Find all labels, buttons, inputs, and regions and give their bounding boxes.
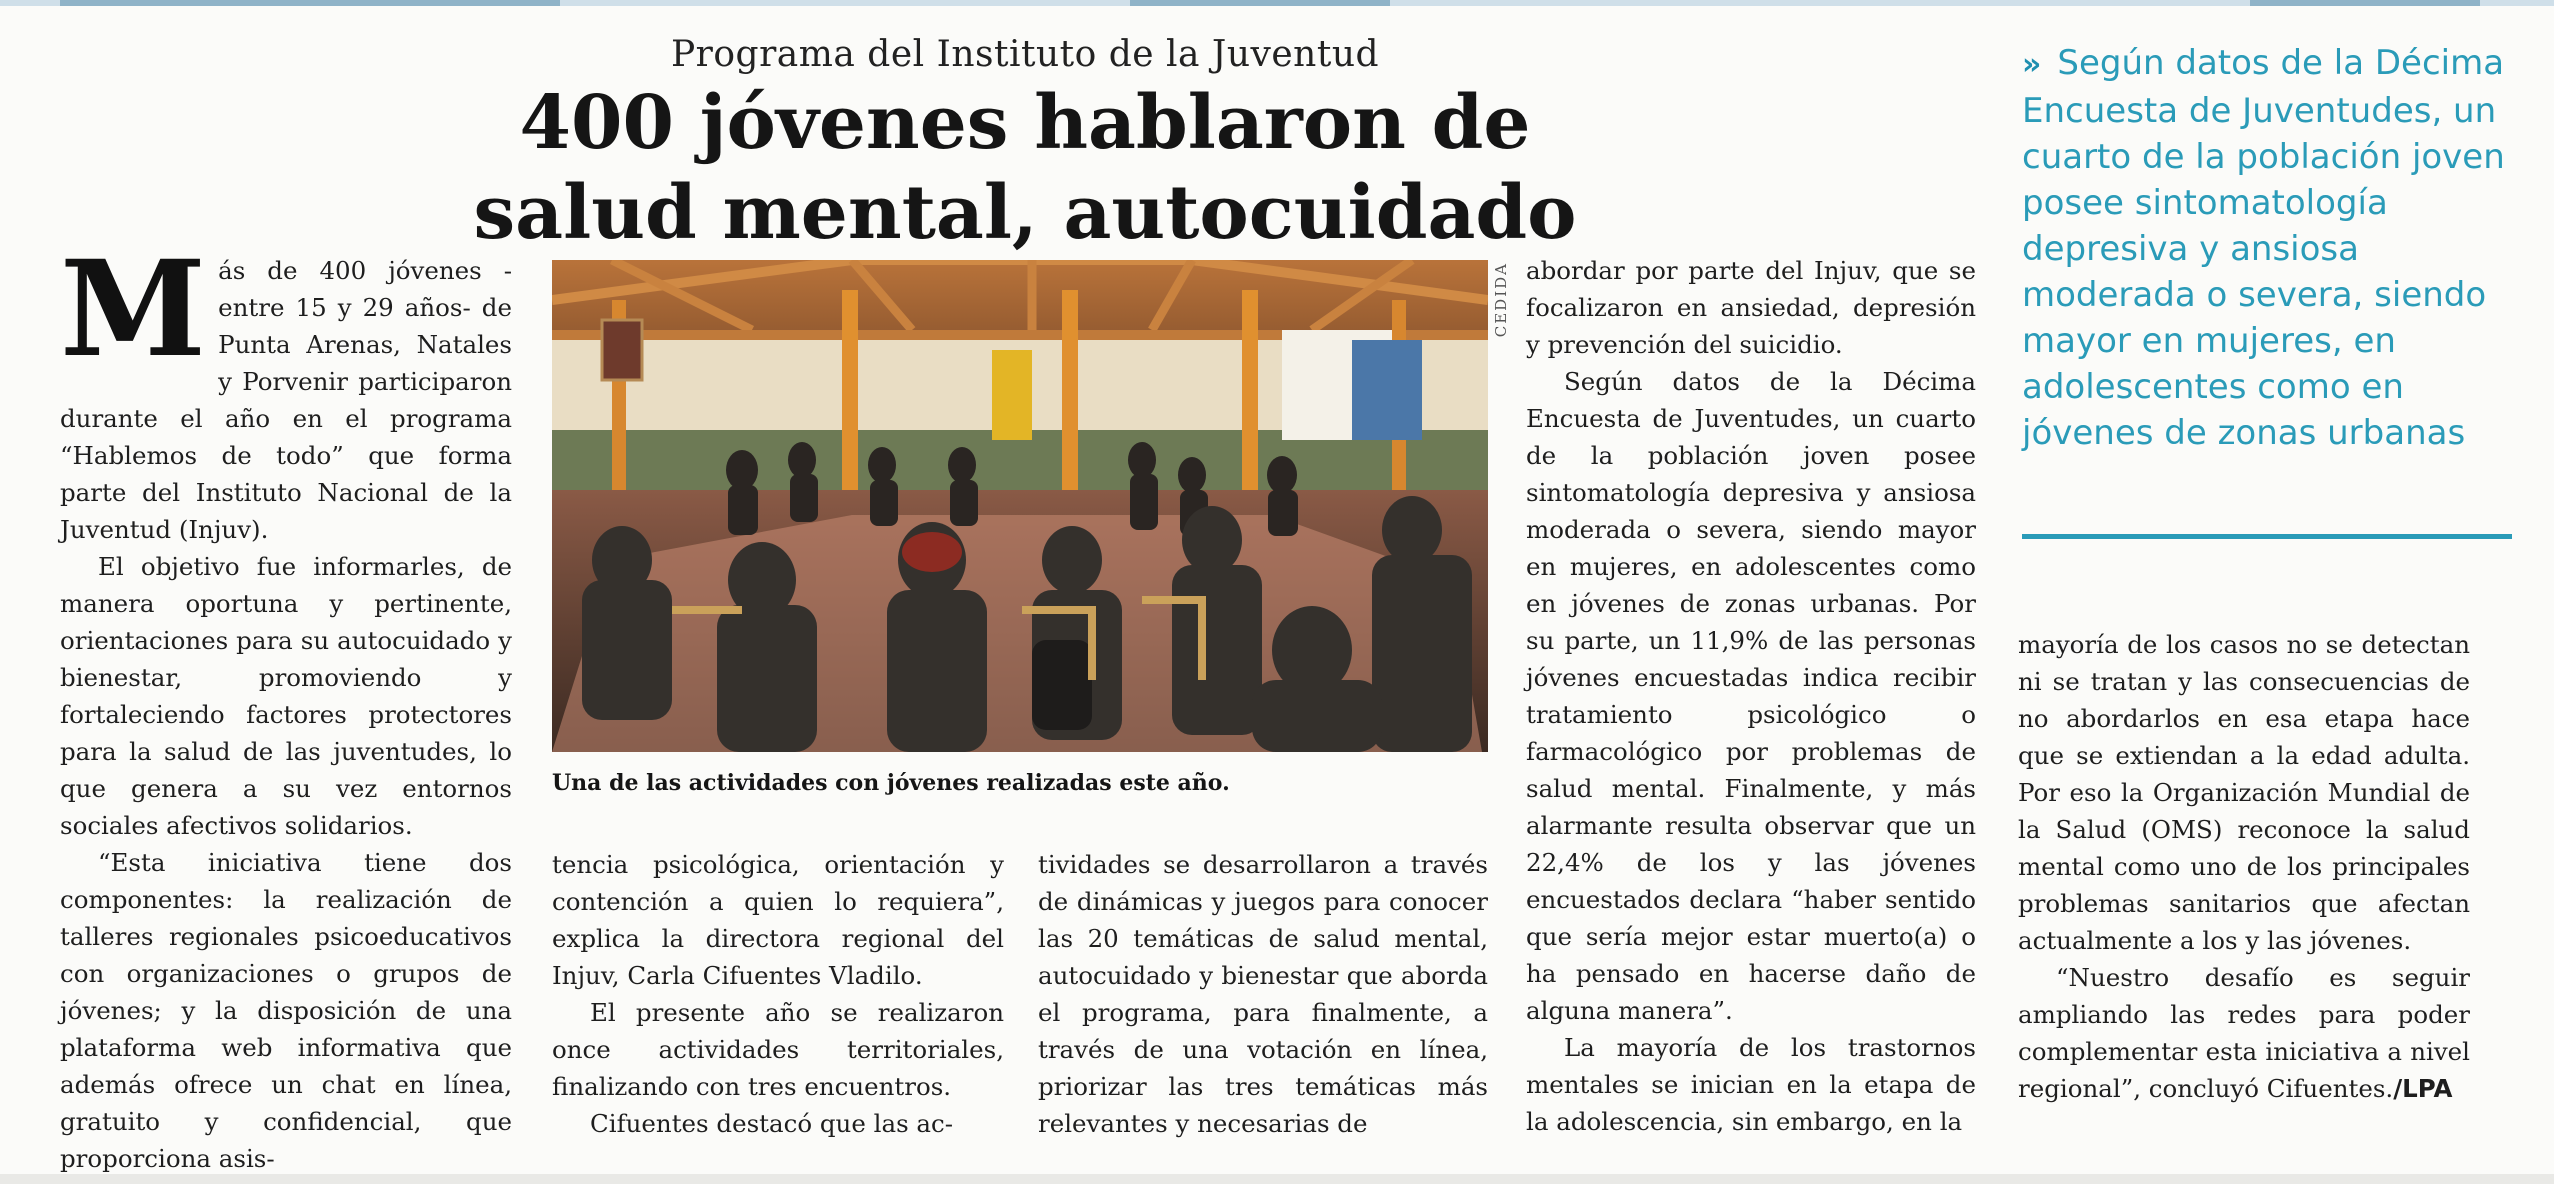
paragraph: [2018, 959, 2470, 1107]
photo-credit: CEDIDA: [1492, 262, 1510, 338]
paragraph-text: “Nuestro desafío es seguir ampliando las redes para poder complementar esta iniciativa a nivel regional”, concluyó Cifuentes.: [2018, 963, 2470, 1103]
article-kicker: Programa del Instituto de la Juventud: [670, 34, 1380, 75]
article-column-3: [1038, 846, 1488, 1142]
article-column-1: [60, 232, 512, 1177]
page-top-rule: [0, 0, 2554, 6]
paragraph: mayoría de los casos no se detectan ni se tratan y las consecuencias de no abordarlos en esa etapa hace que se extiendan a la edad adulta. Por eso la Organización Mundial de la Salud (OMS) reconoce la salud mental como uno de los principales problemas sanitarios que afectan actualmente a los y las jóvenes.: [2018, 630, 2470, 955]
paragraph-text: ás de 400 jóvenes -entre 15 y 29 años- de Punta Arenas, Natales y Porvenir participaron durante el año en el programa “Hablemos de todo” que forma parte del Instituto Nacional de la Juventud (Injuv).: [60, 256, 512, 544]
paragraph: abordar por parte del Injuv, que se focalizaron en ansiedad, depresión y prevención del suicidio.: [1526, 256, 1976, 359]
paragraph: “Esta iniciativa tiene dos componentes: la realización de talleres regionales psicoeducativos con organizaciones o grupos de jóvenes; y la disposición de una plataforma web informativa que además ofrece un chat en línea, gratuito y confidencial, que proporciona asis-: [60, 848, 512, 1173]
author-signature: /LPA: [2393, 1074, 2453, 1103]
paragraph: Según datos de la Décima Encuesta de Juventudes, un cuarto de la población joven posee sintomatología depresiva y ansiosa moderada o severa, siendo mayor en mujeres, en adolescentes como en jóvenes de zonas urbanas. Por su parte, un 11,9% de las personas jóvenes encuestadas indica recibir tratamiento psicológico o farmacológico por problemas de salud mental. Finalmente, y más alarmante resulta observar que un 22,4% de los y las jóvenes encuestados declara “haber sentido que sería mejor estar muerto(a) o ha pensado en hacerse daño de alguna manera”.: [1526, 367, 1976, 1025]
article-photo: [552, 260, 1488, 752]
article-column-2: [552, 846, 1004, 1142]
drop-cap: M: [60, 232, 207, 387]
top-rule-segment: [2250, 0, 2480, 6]
top-rule-segment: [60, 0, 560, 6]
paragraph: El objetivo fue informarles, de manera oportuna y pertinente, orientaciones para su autocuidado y bienestar, promoviendo y fortaleciendo factores protectores para la salud de las juventudes, lo que genera a su vez entornos sociales afectivos solidarios.: [60, 552, 512, 840]
photo-caption: Una de las actividades con jóvenes realizadas este año.: [552, 770, 1230, 796]
article-column-5: [2018, 626, 2470, 1107]
top-rule-segment: [1130, 0, 1390, 6]
pull-quote-text: Según datos de la Décima Encuesta de Juventudes, un cuarto de la población joven posee sintomatología depresiva y ansiosa moderada o severa, siendo mayor en mujeres, en adolescentes como en jóvenes de zonas urbanas: [2022, 43, 2505, 453]
article-headline: 400 jóvenes hablaron de salud mental, autocuidado: [473, 80, 1577, 256]
workshop-photo-illustration: [552, 260, 1488, 752]
article-column-4: [1526, 252, 1976, 1140]
paragraph: [60, 232, 512, 548]
double-chevron-icon: »: [2022, 47, 2042, 82]
paragraph: tividades se desarrollaron a través de dinámicas y juegos para conocer las 20 temáticas de salud mental, autocuidado y bienestar que aborda el programa, para finalmente, a través de una votación en línea, priorizar las tres temáticas más relevantes y necesarias de: [1038, 850, 1488, 1138]
paragraph: Cifuentes destacó que las ac-: [590, 1109, 954, 1138]
paragraph: tencia psicológica, orientación y contención a quien lo requiera”, explica la directora regional del Injuv, Carla Cifuentes Vladilo.: [552, 850, 1004, 990]
paragraph: La mayoría de los trastornos mentales se inician en la etapa de la adolescencia, sin embargo, en la: [1526, 1033, 1976, 1136]
pull-quote-rule: [2022, 534, 2512, 539]
page-bottom-band: [0, 1174, 2554, 1184]
pull-quote: [2022, 40, 2512, 456]
paragraph: El presente año se realizaron once actividades territoriales, finalizando con tres encuentros.: [552, 998, 1004, 1101]
